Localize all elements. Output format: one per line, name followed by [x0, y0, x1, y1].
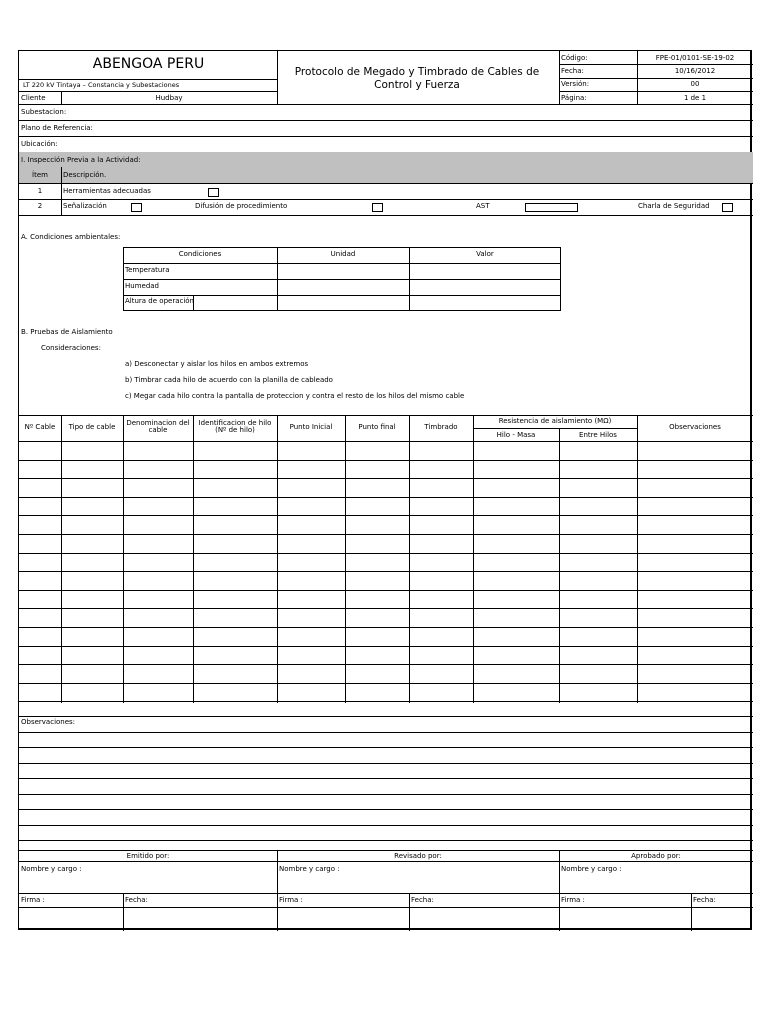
- location-label: Ubicación:: [21, 140, 58, 148]
- table-row-line: [19, 571, 753, 572]
- observation-line: [19, 747, 753, 748]
- sectionB-title: B. Pruebas de Aislamiento: [21, 328, 113, 336]
- signature-label: Firma :: [279, 896, 303, 904]
- col-description: Descripción.: [63, 171, 107, 179]
- table-row-line: [19, 646, 753, 647]
- th-timbrado: Timbrado: [424, 423, 458, 431]
- observation-line: [19, 794, 753, 795]
- table-row-line: [19, 627, 753, 628]
- date-field-label: Fecha:: [693, 896, 716, 904]
- table-row-line: [19, 478, 753, 479]
- table-row-line: [19, 664, 753, 665]
- check-label: Charla de Seguridad: [638, 202, 710, 210]
- name-position-label: Nombre y cargo :: [21, 865, 82, 873]
- observation-line: [19, 809, 753, 810]
- reviewed-by: Revisado por:: [394, 852, 442, 860]
- observation-line: [19, 778, 753, 779]
- reference-plan-label: Plano de Referencia:: [21, 124, 93, 132]
- code-value: FPE-01/0101-SE-19-02: [655, 54, 735, 62]
- signature-label: Firma :: [21, 896, 45, 904]
- form-title: Protocolo de Megado y Timbrado de Cables de Control y Fuerza: [294, 66, 540, 91]
- check-label: Herramientas adecuadas: [63, 187, 151, 195]
- check-label: Difusión de procedimiento: [195, 202, 288, 210]
- checkbox-safety-talk[interactable]: [722, 203, 733, 212]
- checkbox-ast[interactable]: [525, 203, 578, 212]
- page-label: Página:: [561, 94, 587, 102]
- th-start-point: Punto Inicial: [289, 423, 333, 431]
- th-cable-number: Nº Cable: [24, 423, 56, 431]
- unit-header: Unidad: [330, 250, 356, 258]
- table-row-line: [19, 515, 753, 516]
- table-row-line: [19, 460, 753, 461]
- th-cable-type: Tipo de cable: [68, 423, 116, 431]
- table-row-line: [19, 683, 753, 684]
- table-row-line: [19, 534, 753, 535]
- client-label: Cliente: [21, 94, 46, 102]
- th-wire-id: Identificacion de hilo (Nº de hilo): [198, 419, 272, 434]
- observation-line: [19, 732, 753, 733]
- page-value: 1 de 1: [683, 94, 707, 102]
- code-label: Código:: [561, 54, 588, 62]
- checkbox-procedure[interactable]: [372, 203, 383, 212]
- table-row-line: [19, 497, 753, 498]
- cond-row-label: Altura de operación: [125, 297, 194, 305]
- name-position-label: Nombre y cargo :: [561, 865, 622, 873]
- col-item: Ítem: [32, 171, 48, 179]
- th-end-point: Punto final: [358, 423, 396, 431]
- check-label: AST: [476, 202, 490, 210]
- sectionA-title: A. Condiciones ambientales:: [21, 233, 121, 241]
- table-row-line: [19, 590, 753, 591]
- cond-row-label: Temperatura: [125, 266, 170, 274]
- issued-by: Emitido por:: [126, 852, 170, 860]
- check-label: Señalización: [63, 202, 107, 210]
- date-field-label: Fecha:: [411, 896, 434, 904]
- observation-line: [19, 840, 753, 841]
- approved-by: Aprobado por:: [631, 852, 681, 860]
- observation-line: [19, 825, 753, 826]
- th-between-wires: Entre Hilos: [579, 431, 617, 439]
- protocol-form: [18, 50, 752, 930]
- substation-label: Subestacion:: [21, 108, 67, 116]
- date-label: Fecha:: [561, 67, 584, 75]
- date-field-label: Fecha:: [125, 896, 148, 904]
- checkbox-signage[interactable]: [131, 203, 142, 212]
- consideration-item: a) Desconectar y aislar los hilos en ambos extremos: [125, 360, 309, 368]
- project-name: LT 220 kV Tintaya – Constancia y Subestaciones: [23, 81, 180, 89]
- client-value: Hudbay: [155, 94, 183, 102]
- table-row-line: [19, 608, 753, 609]
- cond-row-label: Humedad: [125, 282, 160, 290]
- version-value: 00: [690, 80, 700, 88]
- company-name: ABENGOA PERU: [92, 56, 205, 72]
- th-observations: Observaciones: [669, 423, 721, 431]
- considerations-label: Consideraciones:: [41, 344, 101, 352]
- version-label: Versión:: [561, 80, 590, 88]
- observation-line: [19, 763, 753, 764]
- value-header: Valor: [476, 250, 494, 258]
- table-row-line: [19, 701, 753, 702]
- consideration-item: b) Timbrar cada hilo de acuerdo con la planilla de cableado: [125, 376, 333, 384]
- section1-title: I. Inspección Previa a la Actividad:: [21, 156, 141, 164]
- consideration-item: c) Megar cada hilo contra la pantalla de proteccion y contra el resto de los hilos del mismo cable: [125, 392, 465, 400]
- name-position-label: Nombre y cargo :: [279, 865, 340, 873]
- signature-label: Firma :: [561, 896, 585, 904]
- item-number: 2: [37, 202, 43, 210]
- checkbox-tools[interactable]: [208, 188, 219, 197]
- cond-header: Condiciones: [178, 250, 222, 258]
- item-number: 1: [37, 187, 43, 195]
- table-row-line: [19, 553, 753, 554]
- th-cable-name: Denominacion del cable: [126, 419, 190, 434]
- date-value: 10/16/2012: [674, 67, 716, 75]
- th-insulation-resistance: Resistencia de aislamiento (MΩ): [498, 417, 612, 425]
- th-wire-ground: Hilo - Masa: [496, 431, 536, 439]
- observations-label: Observaciones:: [21, 718, 76, 726]
